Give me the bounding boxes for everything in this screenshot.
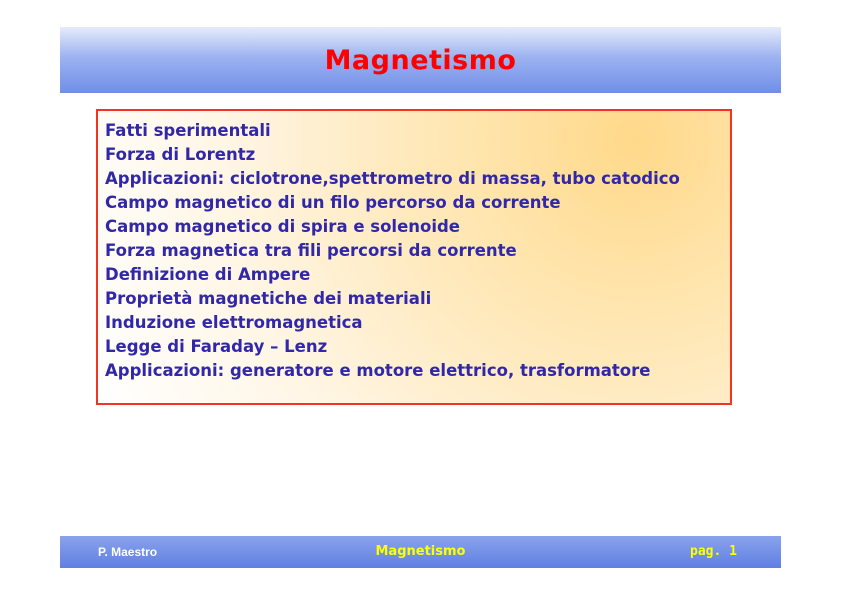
footer-author: P. Maestro [98, 545, 158, 559]
topic-item: Applicazioni: ciclotrone,spettrometro di massa, tubo catodico [105, 169, 680, 188]
topic-item: Fatti sperimentali [105, 121, 271, 140]
topic-item: Campo magnetico di un filo percorso da corrente [105, 193, 561, 212]
footer-bar [60, 536, 781, 568]
slide-title: Magnetismo [324, 44, 517, 76]
topic-item: Definizione di Ampere [105, 265, 311, 284]
footer-title: Magnetismo [375, 544, 466, 559]
topic-item: Forza di Lorentz [105, 145, 256, 164]
topic-item: Applicazioni: generatore e motore elettrico, trasformatore [105, 361, 651, 380]
topic-item: Campo magnetico di spira e solenoide [105, 217, 460, 236]
page-number: pag. 1 [690, 544, 737, 559]
topic-item: Induzione elettromagnetica [105, 313, 363, 332]
topic-item: Forza magnetica tra fili percorsi da corrente [105, 241, 517, 260]
topics-box [96, 109, 732, 405]
title-bar [60, 27, 781, 93]
topic-item: Legge di Faraday – Lenz [105, 337, 328, 356]
topic-list [105, 119, 680, 383]
topic-item: Proprietà magnetiche dei materiali [105, 289, 432, 308]
